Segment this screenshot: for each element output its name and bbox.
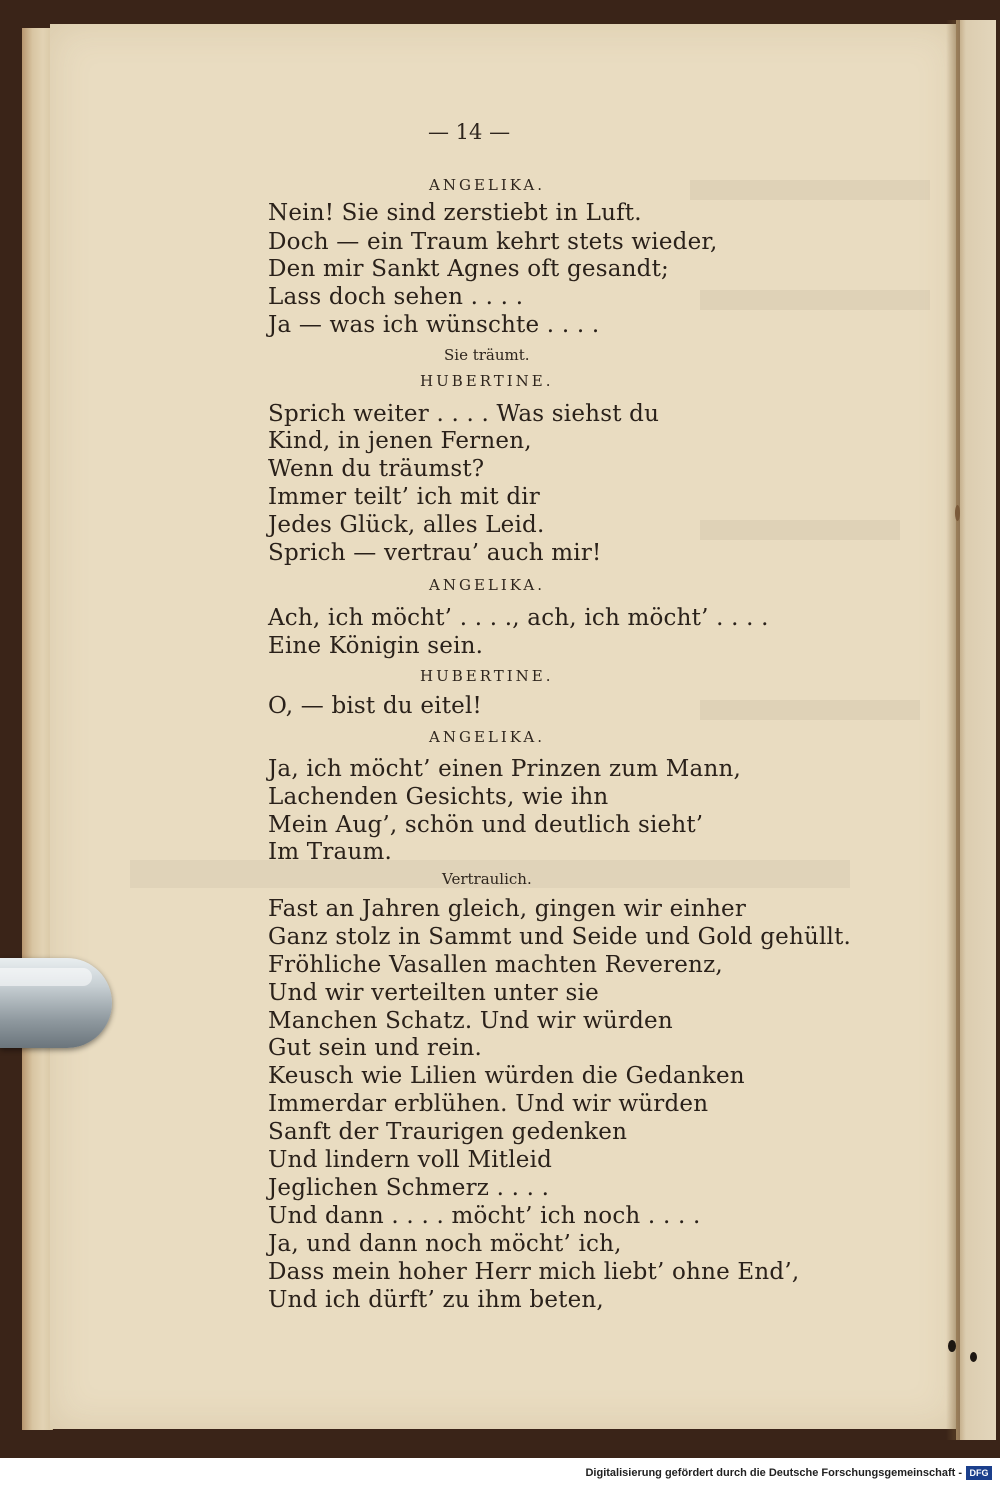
footer-bar <box>0 1458 1000 1488</box>
margin-speck <box>948 1340 956 1352</box>
verse-line: Und ich dürft’ zu ihm beten, <box>268 1287 604 1313</box>
stage-direction: Sie träumt. <box>444 346 530 364</box>
verse-line: Ganz stolz in Sammt und Seide und Gold gehüllt. <box>268 924 852 950</box>
verse-line: Im Traum. <box>268 839 392 865</box>
verse-line: Keusch wie Lilien würden die Gedanken <box>268 1063 745 1089</box>
margin-speck <box>970 1352 977 1362</box>
verse-line: Sprich — vertrau’ auch mir! <box>268 540 602 566</box>
verse-line: Immer teilt’ ich mit dir <box>268 484 541 510</box>
verse-line: Ja, ich möcht’ einen Prinzen zum Mann, <box>268 756 741 782</box>
verse-line: Den mir Sankt Agnes oft gesandt; <box>268 256 669 282</box>
verse-line: Ach, ich möcht’ . . . ., ach, ich möcht’ . . . . <box>268 605 769 631</box>
verse-line: Gut sein und rein. <box>268 1035 482 1061</box>
verse-line: Ja, und dann noch möcht’ ich, <box>268 1231 622 1257</box>
verse-line: Lass doch sehen . . . . <box>268 284 524 310</box>
verse-line: Jedes Glück, alles Leid. <box>268 512 545 538</box>
verse-line: Manchen Schatz. Und wir würden <box>268 1008 673 1034</box>
verse-line: Eine Königin sein. <box>268 633 484 659</box>
verse-line: Sprich weiter . . . . Was siehst du <box>268 401 660 427</box>
footer-credit: Digitalisierung gefördert durch die Deutsche Forschungsgemeinschaft - <box>585 1467 962 1479</box>
verse-line: Jeglichen Schmerz . . . . <box>268 1175 550 1201</box>
verse-line: Und lindern voll Mitleid <box>268 1147 553 1173</box>
verse-line: Immerdar erblühen. Und wir würden <box>268 1091 709 1117</box>
verse-line: Und wir verteilten unter sie <box>268 980 599 1006</box>
verse-line: Und dann . . . . möcht’ ich noch . . . . <box>268 1203 701 1229</box>
speaker-name: ANGELIKA. <box>429 728 545 746</box>
verse-line: Dass mein hoher Herr mich liebt’ ohne End’, <box>268 1259 800 1285</box>
verse-line: O, — bist du eitel! <box>268 693 482 719</box>
verse-line: Mein Aug’, schön und deutlich sieht’ <box>268 812 704 838</box>
verse-line: Fröhliche Vasallen machten Reverenz, <box>268 952 723 978</box>
speaker-name: HUBERTINE. <box>420 667 554 685</box>
dfg-logo-icon: DFG <box>966 1466 992 1480</box>
speaker-name: ANGELIKA. <box>429 176 545 194</box>
verse-line: Fast an Jahren gleich, gingen wir einher <box>268 896 747 922</box>
verse-line: Lachenden Gesichts, wie ihn <box>268 784 609 810</box>
verse-line: Sanft der Traurigen gedenken <box>268 1119 628 1145</box>
page-number: — 14 — <box>428 120 511 144</box>
verse-line: Nein! Sie sind zerstiebt in Luft. <box>268 200 642 226</box>
verse-line: Kind, in jenen Fernen, <box>268 428 532 454</box>
speaker-name: ANGELIKA. <box>429 576 545 594</box>
bookmark-clip-highlight <box>0 968 92 986</box>
stage-direction: Vertraulich. <box>442 870 532 888</box>
margin-speck <box>955 505 960 521</box>
verse-line: Ja — was ich wünschte . . . . <box>268 312 600 338</box>
verse-line: Doch — ein Traum kehrt stets wieder, <box>268 229 718 255</box>
speaker-name: HUBERTINE. <box>420 372 554 390</box>
verse-line: Wenn du träumst? <box>268 456 485 482</box>
